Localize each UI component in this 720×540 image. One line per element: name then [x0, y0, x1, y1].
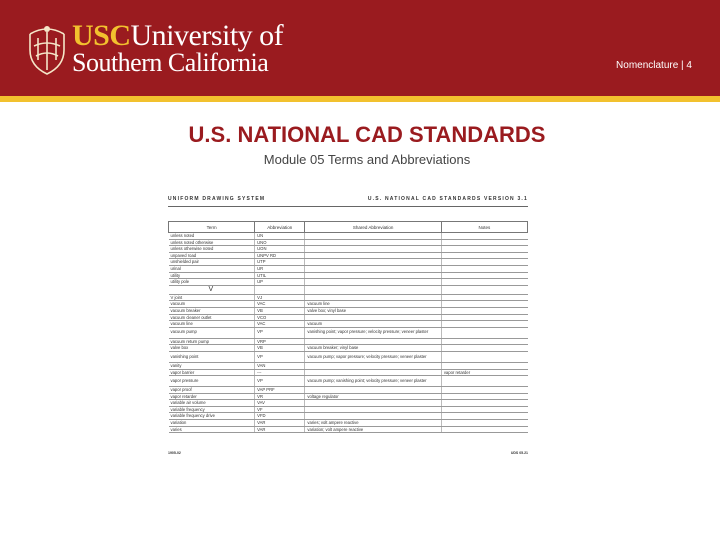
cell-notes	[441, 233, 527, 240]
cell-shared	[305, 285, 441, 294]
cell-notes	[441, 327, 527, 338]
cell-shared: vanishing point; vapor pressure; velocity pressure; veneer plaster	[305, 327, 441, 338]
cell-notes	[441, 387, 527, 394]
table-row	[169, 362, 528, 369]
cell-term: unless noted	[169, 233, 255, 240]
document-image	[168, 196, 528, 466]
cell-term: vapor pressure	[169, 376, 255, 387]
table-row	[169, 345, 528, 352]
cell-shared: varies; volt ampere reactive	[305, 420, 441, 427]
cell-shared: vacuum	[305, 321, 441, 328]
cell-shared	[305, 265, 441, 272]
table-row	[169, 351, 528, 362]
cell-shared	[305, 314, 441, 321]
cell-abbr: VAN	[255, 362, 305, 369]
cell-abbr: VAC	[255, 321, 305, 328]
cell-term: varies	[169, 426, 255, 433]
cell-term: vanishing point	[169, 351, 255, 362]
cell-term: vacuum breaker	[169, 307, 255, 314]
cell-shared: vacuum pump; vapor pressure; velocity pressure; veneer plaster	[305, 351, 441, 362]
document-footer-right: UDS 05.21	[510, 451, 528, 456]
table-row	[169, 265, 528, 272]
cell-term: vapor barrier	[169, 369, 255, 376]
cell-term: utility	[169, 272, 255, 279]
cell-notes	[441, 301, 527, 308]
page-label: Nomenclature | 4	[616, 60, 692, 71]
cell-notes	[441, 252, 527, 259]
cell-notes	[441, 272, 527, 279]
cell-abbr: VP	[255, 376, 305, 387]
table-row	[169, 327, 528, 338]
cell-term: vacuum line	[169, 321, 255, 328]
cell-term: unpaved road	[169, 252, 255, 259]
cell-notes: vapor retarder	[441, 369, 527, 376]
cell-abbr: UNO	[255, 239, 305, 246]
table-row	[169, 426, 528, 433]
cell-abbr: UN	[255, 233, 305, 240]
cell-abbr: VF	[255, 406, 305, 413]
section-letter-row	[169, 285, 528, 294]
cell-abbr: VP	[255, 327, 305, 338]
cell-abbr: VAP PRF	[255, 387, 305, 394]
document-header-right: U.S. NATIONAL CAD STANDARDS VERSION 3.1	[367, 196, 528, 202]
cell-shared	[305, 259, 441, 266]
cell-notes	[441, 413, 527, 420]
slide-title: U.S. NATIONAL CAD STANDARDS	[188, 122, 546, 147]
cell-term: vapor proof	[169, 387, 255, 394]
table-row	[169, 393, 528, 400]
cell-notes	[441, 400, 527, 407]
cell-shared: vacuum pump; vanishing point; velocity pressure; veneer plaster	[305, 376, 441, 387]
cell-shared	[305, 413, 441, 420]
cell-notes	[441, 376, 527, 387]
cell-shared	[305, 233, 441, 240]
table-row	[169, 413, 528, 420]
cell-shared: vacuum line	[305, 301, 441, 308]
cell-notes	[441, 362, 527, 369]
cell-term: V	[169, 285, 255, 294]
cell-abbr: VB	[255, 345, 305, 352]
cell-term: valve box	[169, 345, 255, 352]
cell-abbr: VAR	[255, 420, 305, 427]
cell-shared: variation; volt ampere reactive	[305, 426, 441, 433]
cell-notes	[441, 279, 527, 286]
table-row	[169, 294, 528, 301]
cell-abbr: VRP	[255, 338, 305, 345]
cell-abbr: VJ	[255, 294, 305, 301]
column-header-notes: Notes	[441, 222, 527, 233]
slide-subtitle: Module 05 Terms and Abbreviations	[263, 152, 471, 167]
table-row	[169, 307, 528, 314]
cell-shared	[305, 338, 441, 345]
cell-notes	[441, 406, 527, 413]
cell-term: vacuum	[169, 301, 255, 308]
cell-term: variable frequency drive	[169, 413, 255, 420]
table-row	[169, 314, 528, 321]
table-row	[169, 387, 528, 394]
cell-notes	[441, 246, 527, 253]
table-row	[169, 338, 528, 345]
table-row	[169, 321, 528, 328]
table-header-row	[169, 222, 528, 233]
logo-university-of: University of	[130, 19, 284, 52]
cell-abbr: UNPV RD	[255, 252, 305, 259]
cell-notes	[441, 338, 527, 345]
cell-notes	[441, 265, 527, 272]
cell-term: urinal	[169, 265, 255, 272]
cell-notes	[441, 285, 527, 294]
cell-term: unshielded pair	[169, 259, 255, 266]
cell-abbr: VCO	[255, 314, 305, 321]
cell-abbr: VR	[255, 393, 305, 400]
table-row	[169, 400, 528, 407]
table-row	[169, 376, 528, 387]
cell-shared	[305, 279, 441, 286]
cell-abbr	[255, 285, 305, 294]
table-row	[169, 252, 528, 259]
cell-notes	[441, 321, 527, 328]
usc-seal-icon	[26, 20, 68, 76]
table-row	[169, 301, 528, 308]
cell-notes	[441, 259, 527, 266]
cell-shared	[305, 246, 441, 253]
cell-notes	[441, 420, 527, 427]
document-footer	[168, 451, 528, 455]
cell-shared	[305, 272, 441, 279]
cell-notes	[441, 314, 527, 321]
cell-abbr: ---	[255, 369, 305, 376]
cell-shared	[305, 400, 441, 407]
cell-shared	[305, 387, 441, 394]
gold-divider	[0, 96, 720, 102]
cell-shared	[305, 239, 441, 246]
cell-shared: valve box; vinyl base	[305, 307, 441, 314]
cell-term: vanity	[169, 362, 255, 369]
cell-abbr: VAV	[255, 400, 305, 407]
cell-shared	[305, 369, 441, 376]
cell-term: vacuum pump	[169, 327, 255, 338]
cell-notes	[441, 426, 527, 433]
cell-notes	[441, 239, 527, 246]
cell-abbr: VB	[255, 307, 305, 314]
cell-term: unless noted otherwise	[169, 239, 255, 246]
cell-abbr: UTIL	[255, 272, 305, 279]
cell-notes	[441, 294, 527, 301]
cell-term: vapor retarder	[169, 393, 255, 400]
cell-abbr: UP	[255, 279, 305, 286]
cell-abbr: VAR	[255, 426, 305, 433]
cell-shared	[305, 406, 441, 413]
cell-shared: vacuum breaker; vinyl base	[305, 345, 441, 352]
cell-notes	[441, 307, 527, 314]
document-header-left: UNIFORM DRAWING SYSTEM	[168, 196, 266, 202]
cell-notes	[441, 345, 527, 352]
cell-abbr: VFD	[255, 413, 305, 420]
cell-term: unless otherwise noted	[169, 246, 255, 253]
header-banner	[0, 0, 720, 96]
document-footer-left: 1905-02	[168, 451, 181, 456]
cell-abbr: UON	[255, 246, 305, 253]
logo-line-2: Southern California	[72, 48, 269, 77]
table-row	[169, 369, 528, 376]
table-row	[169, 406, 528, 413]
table-row	[169, 279, 528, 286]
document-header	[168, 196, 528, 202]
table-row	[169, 259, 528, 266]
document-subheader	[168, 204, 528, 207]
cell-term: variable air volume	[169, 400, 255, 407]
cell-term: vacuum cleaner outlet	[169, 314, 255, 321]
cell-shared	[305, 294, 441, 301]
cell-shared	[305, 252, 441, 259]
column-header-shared: Shared Abbreviation	[305, 222, 441, 233]
table-row	[169, 233, 528, 240]
cell-abbr: UR	[255, 265, 305, 272]
abbreviation-table	[168, 221, 528, 433]
table-row	[169, 272, 528, 279]
cell-term: vacuum return pump	[169, 338, 255, 345]
table-row	[169, 246, 528, 253]
cell-term: variable frequency	[169, 406, 255, 413]
table-row	[169, 420, 528, 427]
column-header-abbreviation: Abbreviation	[255, 222, 305, 233]
cell-shared	[305, 362, 441, 369]
cell-notes	[441, 393, 527, 400]
cell-abbr: VP	[255, 351, 305, 362]
cell-abbr: UTP	[255, 259, 305, 266]
logo-line-1	[72, 21, 283, 51]
cell-notes	[441, 351, 527, 362]
logo-usc: USC	[72, 19, 131, 52]
cell-abbr: VAC	[255, 301, 305, 308]
cell-term: variation	[169, 420, 255, 427]
cell-term: utility pole	[169, 279, 255, 286]
column-header-term: Term	[169, 222, 255, 233]
cell-term: V joint	[169, 294, 255, 301]
table-row	[169, 239, 528, 246]
cell-shared: voltage regulator	[305, 393, 441, 400]
